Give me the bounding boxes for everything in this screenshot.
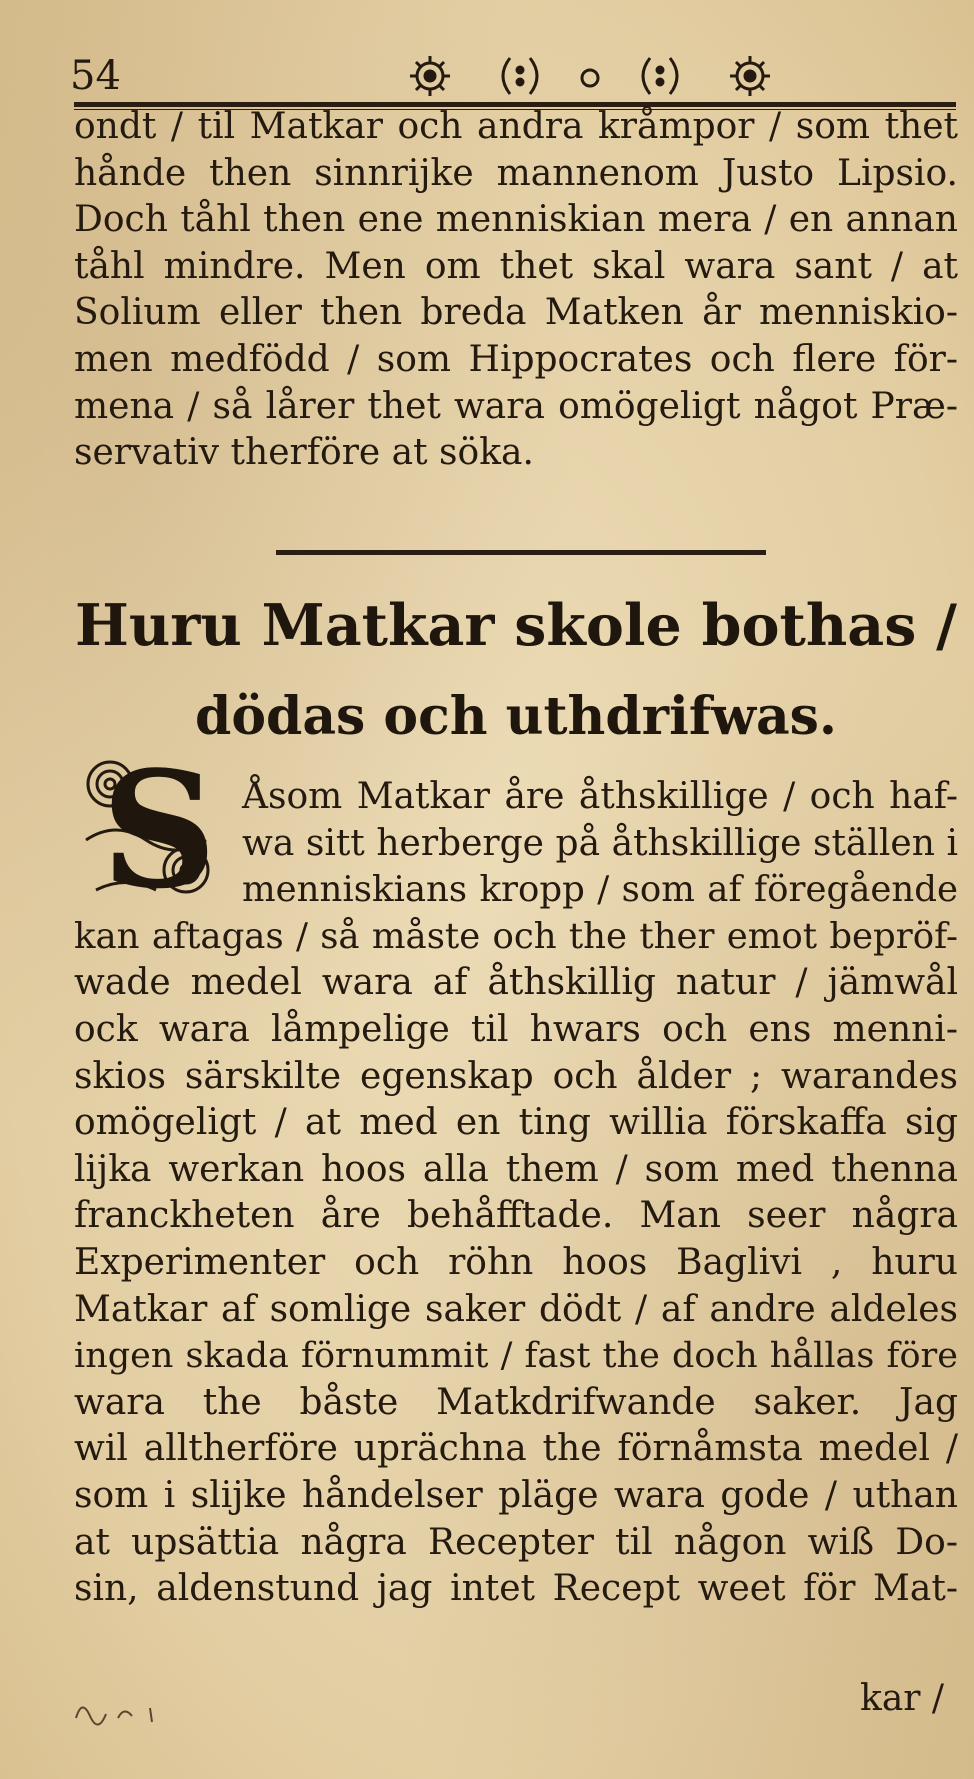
text-line: wara the båste Matkdrifwande saker. Jag: [74, 1381, 958, 1423]
text-line: Doch tåhl then ene menniskian mera / en annan: [74, 199, 958, 241]
text-line: mena / så lårer thet wara omögeligt något Præ-: [74, 385, 958, 427]
drop-cap-letter: S: [101, 736, 217, 924]
section-subheading: dödas och uthdrifwas.: [194, 686, 838, 747]
text-line: Åsom Matkar åre åthskillige / och haf-: [242, 776, 958, 817]
text-line: Solium eller then breda Matken år menniskio-: [74, 292, 958, 334]
text-line: menniskians kropp / som af föregående: [242, 869, 958, 911]
text-line: wade medel wara af åthskillig natur / jämwål: [74, 962, 958, 1004]
text-line: ock wara låmpelige til hwars och ens menni-: [74, 1008, 958, 1050]
text-line: Matkar af somlige saker dödt / af andre aldeles: [74, 1288, 958, 1330]
signature-mark: [72, 1688, 212, 1728]
catchword: kar /: [860, 1678, 945, 1719]
header-ornament: [400, 50, 780, 102]
section-body: [74, 774, 958, 1613]
text-line: at upsättia några Recepter til någon wiß Do-: [74, 1521, 958, 1563]
bracket-ornament-icon: [503, 58, 677, 94]
text-line: hånde then sinnrijke mannenom Justo Lipsio.: [74, 152, 958, 194]
text-line: men medfödd / som Hippocrates och flere för-: [74, 338, 958, 380]
text-line: tåhl mindre. Men om thet skal wara sant / at: [74, 245, 958, 287]
text-line: kan aftagas / så måste och the ther emot bepröf-: [74, 915, 958, 957]
section-heading: Huru Matkar skole bothas /: [75, 592, 957, 659]
text-line: servativ therföre at söka.: [74, 432, 534, 474]
top-paragraph: [74, 104, 958, 477]
text-line: omögeligt / at med en ting willia förskaffa sig: [74, 1102, 958, 1144]
section-divider: [276, 550, 766, 555]
text-line: wil alltherföre uprächna the förnåmsta medel /: [74, 1428, 958, 1470]
text-line: som i slijke håndelser pläge wara gode / uthan: [74, 1474, 958, 1516]
text-line: Experimenter och röhn hoos Baglivi , huru: [74, 1241, 958, 1283]
flower-ornament-icon: [410, 56, 450, 96]
text-line: lijka werkan hoos alla them / som med thenna: [74, 1148, 958, 1190]
text-line: ondt / til Matkar och andra kråmpor / som thet: [74, 106, 958, 147]
text-line: franckheten åre behåfftade. Man seer några: [74, 1195, 958, 1237]
flower-ornament-icon: [730, 56, 770, 96]
text-line: sin, aldenstund jag intet Recept weet för Mat-: [74, 1568, 958, 1610]
text-line: ingen skada förnummit / fast the doch hållas före: [74, 1336, 958, 1377]
text-line: skios särskilte egenskap och ålder ; warandes: [74, 1055, 958, 1097]
page-number: 54: [70, 53, 121, 99]
text-line: wa sitt herberge på åthskillige ställen i: [242, 822, 958, 864]
page-header: [70, 44, 960, 104]
